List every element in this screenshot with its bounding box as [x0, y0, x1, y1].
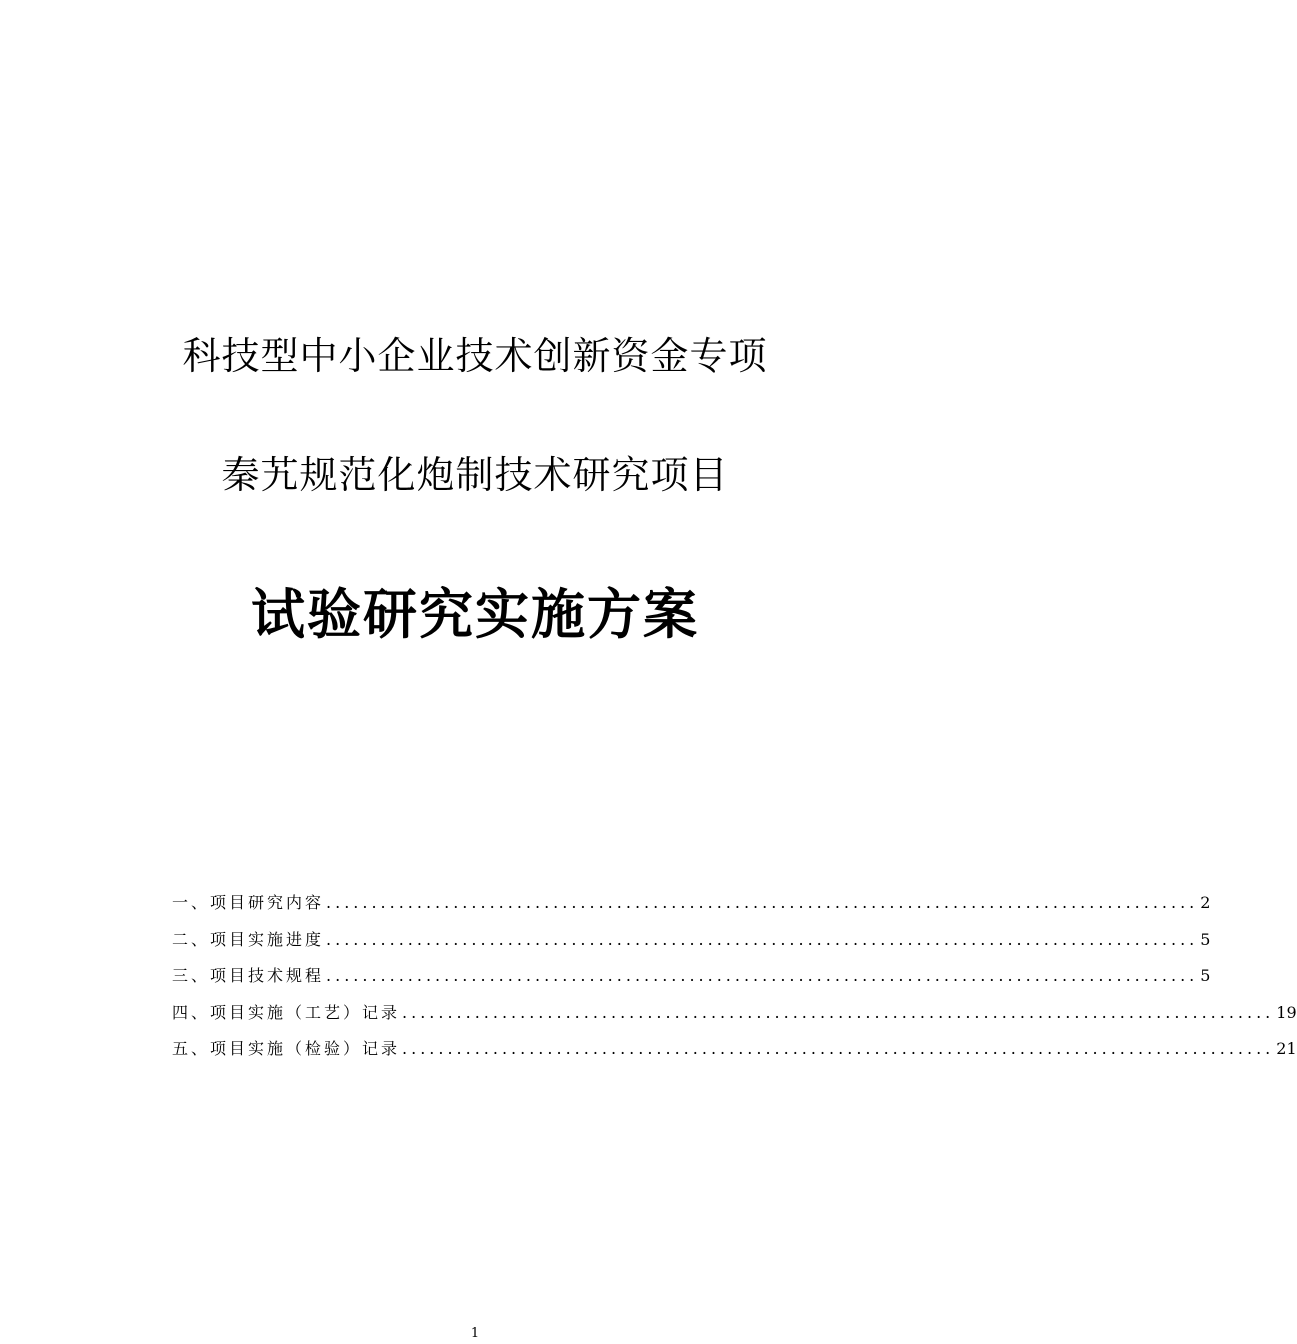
toc-entry-label: 一、项目研究内容	[172, 893, 325, 912]
toc-entry[interactable]	[172, 1000, 1297, 1037]
toc-entry-page: 5	[1200, 929, 1211, 949]
toc-entry-page: 19	[1276, 1002, 1297, 1022]
toc-entry[interactable]	[172, 927, 1211, 964]
title-line-2: 秦艽规范化炮制技术研究项目	[221, 453, 729, 497]
toc-leader-dots: ................................................................................................	[402, 1039, 1275, 1058]
title-line-1: 科技型中小企业技术创新资金专项	[182, 334, 768, 378]
toc-entry[interactable]	[172, 963, 1211, 1000]
toc-entry-label: 三、项目技术规程	[172, 966, 325, 985]
toc-entry-label: 四、项目实施（工艺）记录	[172, 1002, 401, 1022]
table-of-contents	[172, 890, 1297, 1073]
main-title: 试验研究实施方案	[251, 583, 699, 646]
toc-entry-page: 5	[1200, 966, 1211, 985]
toc-entry-page: 21	[1276, 1039, 1297, 1058]
toc-leader-dots: ................................................................................................	[402, 1002, 1275, 1022]
toc-entry-page: 2	[1200, 893, 1211, 912]
toc-leader-dots: ................................................................................................	[326, 893, 1199, 912]
toc-entry[interactable]	[172, 890, 1211, 927]
toc-leader-dots: ................................................................................................	[326, 929, 1199, 949]
toc-entry-label: 五、项目实施（检验）记录	[172, 1039, 401, 1058]
toc-leader-dots: ................................................................................................	[326, 966, 1199, 985]
toc-entry-label: 二、项目实施进度	[172, 929, 325, 949]
page-number: 1	[470, 1326, 480, 1341]
toc-entry[interactable]	[172, 1036, 1297, 1073]
